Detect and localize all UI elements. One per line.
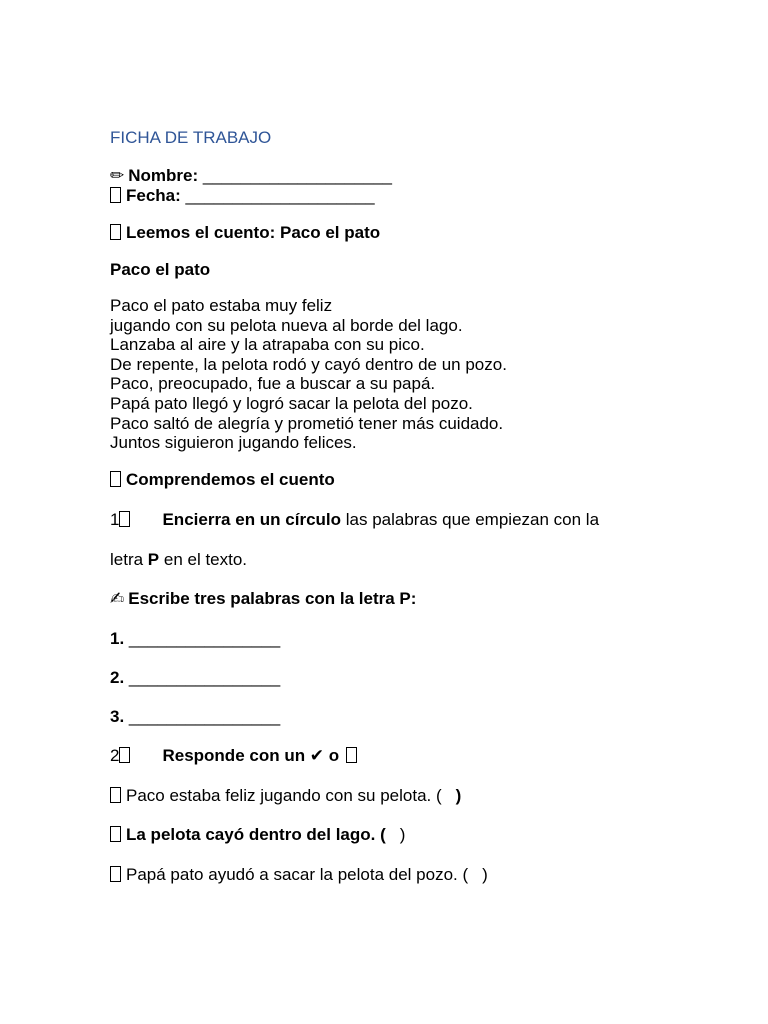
story-line: Paco saltó de alegría y prometió tener más cuidado. [110,413,504,433]
calendar-icon [110,187,121,203]
bullet-icon [110,787,121,803]
answer-line-3: 3. ________________ [110,707,281,726]
story-line: Lanzaba al aire y la atrapaba con su pico. [110,335,425,355]
book-icon [110,224,121,240]
bullet-icon [110,866,121,882]
question-1-bold: Encierra en un círculo [162,510,342,529]
story-line: jugando con su pelota nueva al borde del lago. [110,315,463,335]
cross-mark-icon [346,747,357,763]
section-read-heading: Leemos el cuento: Paco el pato [110,223,380,243]
question-2-number: 2 [110,746,120,765]
story-text [110,296,507,453]
bullet-icon [110,826,121,842]
page-title: FICHA DE TRABAJO [110,128,272,147]
statement-2: La pelota cayó dentro del lago. ( ) [110,825,405,845]
keycap-icon [119,747,130,763]
story-line: Paco el pato estaba muy feliz [110,296,333,315]
name-blank: ____________________ [202,166,392,185]
statement-3: Papá pato ayudó a sacar la pelota del pozo. ( ) [110,865,488,885]
answer-line-1: 1. ________________ [110,629,281,648]
date-field-row [110,186,375,206]
story-line: De repente, la pelota rodó y cayó dentro de un pozo. [110,354,507,374]
date-blank: ____________________ [185,186,375,205]
question-1-number: 1 [110,510,120,529]
question-1-continued: letra P en el texto. [110,550,248,569]
story-line: Juntos siguieron jugando felices. [110,433,357,453]
name-field-row [110,166,392,186]
statement-1: Paco estaba feliz jugando con su pelota. ( ) [110,786,461,806]
story-line: Papá pato llegó y logró sacar la pelota del pozo. [110,393,473,413]
keycap-icon [119,511,130,527]
date-label: Fecha: [126,186,181,205]
write-prompt: ✍ Escribe tres palabras con la letra P: [110,589,417,608]
story-line: Paco, preocupado, fue a buscar a su papá. [110,374,436,394]
question-2 [110,746,362,766]
pencil-icon: ✏ [110,166,125,185]
writing-hand-icon: ✍ [110,589,125,608]
question-icon [110,471,121,487]
question-1 [110,510,599,530]
question-2-prompt: Responde con un ✔ o [162,746,340,765]
name-label: Nombre: [128,166,199,185]
section-understand-heading: Comprendemos el cuento [110,470,335,490]
question-1-rest: las palabras que empiezan con la [341,510,600,529]
story-title: Paco el pato [110,260,211,279]
answer-line-2: 2. ________________ [110,668,281,687]
